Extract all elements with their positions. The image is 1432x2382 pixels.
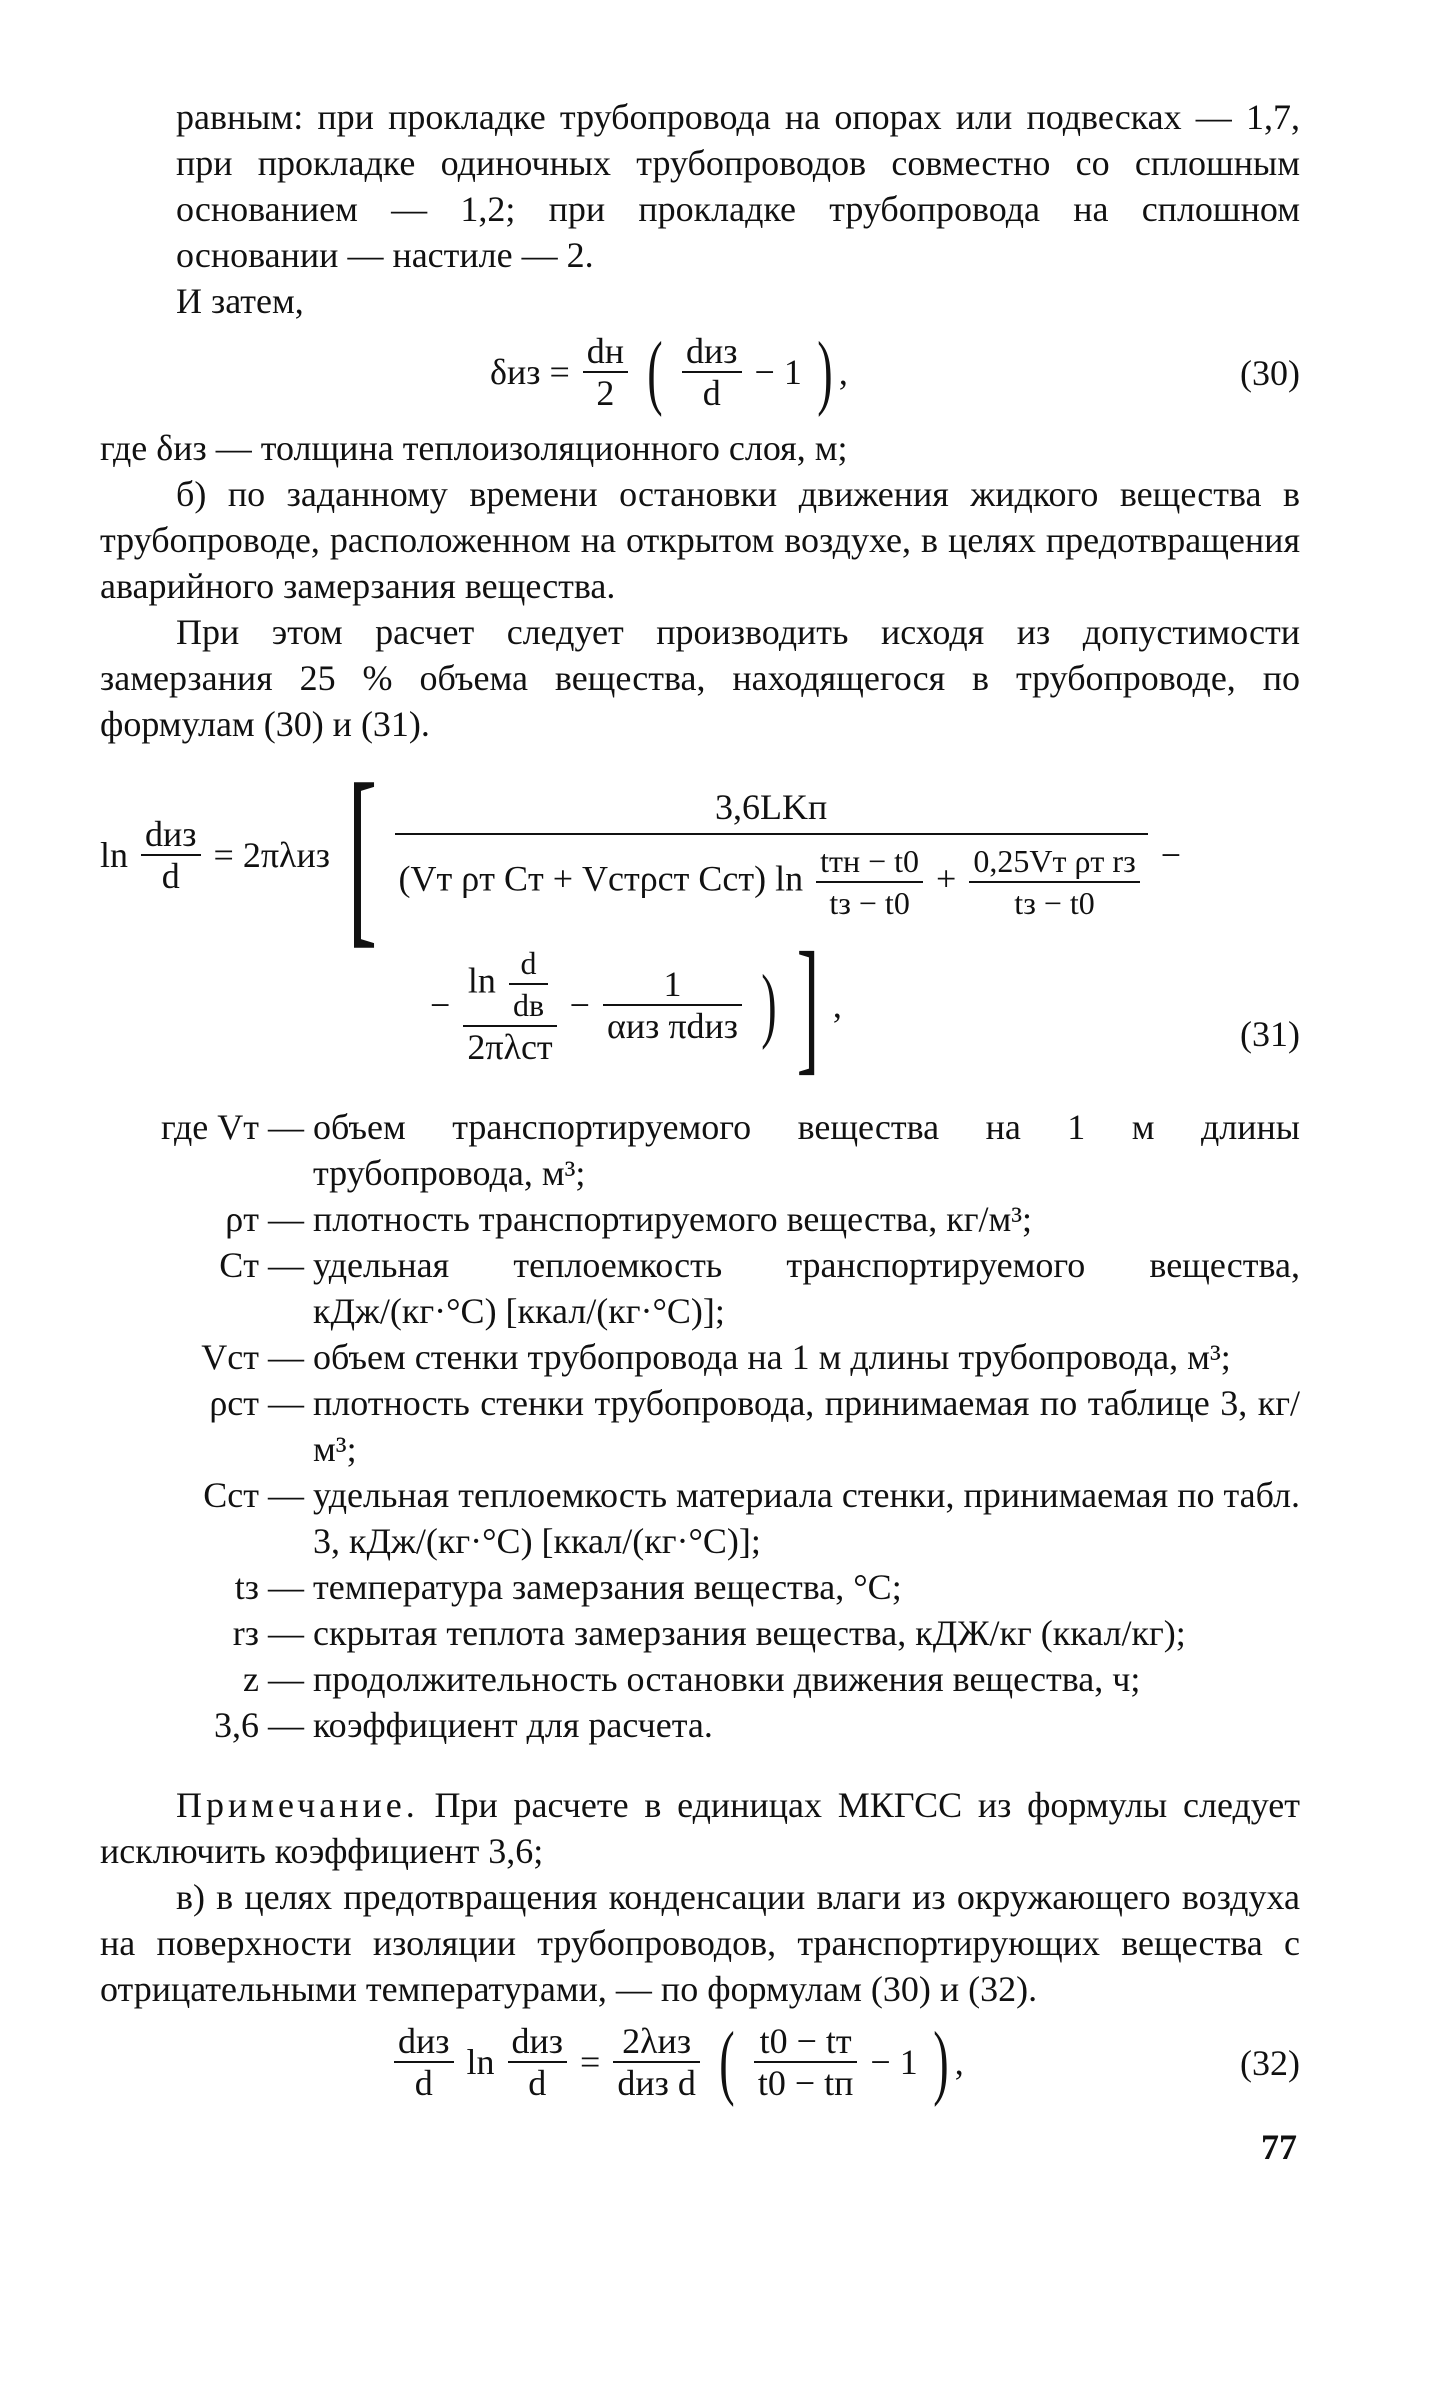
fraction: $\frac{\text{2λиз}}{\text{dиз d}}$ — [613, 2021, 700, 2103]
paragraph-and-then: И затем, — [176, 281, 304, 321]
definition-row: z — продолжительность остановки движения вещества, ч; — [243, 1659, 1141, 1699]
note-paragraph: Примечание. При расчете в единицах МКГСС из формулы следует исключить коэффициент 3,6; — [100, 1785, 1301, 1871]
fraction: $\frac{\text{dиз}}{d}$ — [141, 814, 201, 896]
paragraph-calc: При этом расчет следует производить исходя из допустимости замерзания 25 % объема вещества, находящегося в трубопроводе, по формулам (30) и (31). — [100, 612, 1300, 744]
definition-row: где Vт — объем транспортируемого вещества на 1 м длины трубопровода, м³; — [161, 1107, 1300, 1193]
fraction: $\frac{\text{dиз}}{d}$ — [508, 2021, 568, 2103]
definition-row: tз — температура замерзания вещества, °C; — [234, 1567, 902, 1607]
fraction: $\frac{\text{dиз}}{d}$ — [394, 2021, 454, 2103]
definition-row: Cст — удельная теплоемкость материала стенки, принимаемая по табл. 3, кДж/(кг·°C) [ккал/(кг·°C)]; — [203, 1475, 1300, 1561]
equation-number: (31) — [1240, 1014, 1300, 1054]
definition-row: Vст — объем стенки трубопровода на 1 м длины трубопровода, м³; — [201, 1337, 1231, 1377]
definition-row: ρт — плотность транспортируемого вещества, кг/м³; — [225, 1199, 1033, 1239]
paragraph-v: в) в целях предотвращения конденсации влаги из окружающего воздуха на поверхности изоляции трубопроводов, транспортирующих вещества с отрицательными температурами, — по формулам (30) и (32). — [100, 1877, 1300, 2009]
fraction: $\frac{\text{tтн − t0}}{tз - t0}$ — [816, 841, 923, 923]
equation-32 — [100, 2015, 1300, 2110]
equation-31-line2: − ln $\frac{d}{dв}$ 2πλст − $\frac{1}{\text{αиз πdиз}}$ ) ] , — [430, 922, 842, 1088]
fraction: $\frac{\text{dиз}}{d}$ — [682, 331, 742, 413]
fraction: $\frac{1}{\text{αиз πdиз}}$ — [603, 964, 742, 1046]
fraction: $\frac{\text{0,25Vт ρт rз}}{tз - t0}$ — [969, 841, 1139, 923]
equation-number: (30) — [1240, 353, 1300, 393]
equation-32-body: $\frac{\text{dиз}}{d}$ ln $\frac{\text{dиз}}{d}$ = $\frac{\text{2λиз}}{\text{dиз d}}$ ( $\frac{t0 - tт}{t0 - tп}$ − 1 ) , — [390, 2020, 964, 2104]
paragraph-where-delta: где δиз — толщина теплоизоляционного слоя, м; — [100, 428, 848, 468]
definition-row: ρст — плотность стенки трубопровода, принимаемая по таблице 3, кг/м³; — [209, 1383, 1300, 1469]
definition-row: rз — скрытая теплота замерзания вещества, кДЖ/кг (ккал/кг); — [232, 1613, 1186, 1653]
page-number: 77 — [1261, 2127, 1297, 2167]
fraction: ln $\frac{d}{dв}$ 2πλст — [463, 943, 556, 1067]
equation-31 — [100, 744, 1300, 1095]
fraction: $\frac{d}{dв}$ — [509, 943, 548, 1025]
equation-number: (32) — [1240, 2043, 1300, 2083]
fraction: $\frac{t0 - tт}{t0 - tп}$ — [754, 2021, 858, 2103]
fraction-main: 3,6LKп (Vт ρт Cт + Vстρст Cст) ln $\frac{\text{tтн − t0}}{tз - t0}$ + $\frac{\text{0,25Vт ρт rз}}{tз - t0}$ — [395, 787, 1148, 923]
definitions-list — [100, 1104, 1300, 1748]
equation-30-body: δиз = $\frac{dн}{2}$ ( $\frac{\text{dиз}}{d}$ − 1 ) , — [490, 325, 848, 418]
paragraph-continuation: равным: при прокладке трубопровода на опорах или подвесках — 1,7, при прокладке одиночных трубопроводов совместно со сплошным основанием — 1,2; при прокладке трубопровода на сплошном основании — настиле — 2. — [176, 97, 1300, 275]
fraction: $\frac{dн}{2}$ — [583, 331, 628, 413]
note-label: Примечание. — [176, 1785, 419, 1825]
equation-30 — [100, 325, 1300, 420]
equation-31-line1: ln $\frac{\text{dиз}}{d}$ = 2πλиз [ 3,6LKп (Vт ρт Cт + Vстρст Cст) ln $\frac{\text{tтн − t0}}{tз - t0}$ + $\frac{\text{0,25Vт ρт rз}}{tз - t0}$ − — [100, 744, 1182, 965]
paragraph-b: б) по заданному времени остановки движения жидкого вещества в трубопроводе, расположенном на открытом воздухе, в целях предотвращения аварийного замерзания вещества. — [100, 474, 1300, 606]
definition-row: 3,6 — коэффициент для расчета. — [214, 1705, 713, 1745]
definition-row: Cт — удельная теплоемкость транспортируемого вещества, кДж/(кг·°C) [ккал/(кг·°C)]; — [219, 1245, 1300, 1331]
